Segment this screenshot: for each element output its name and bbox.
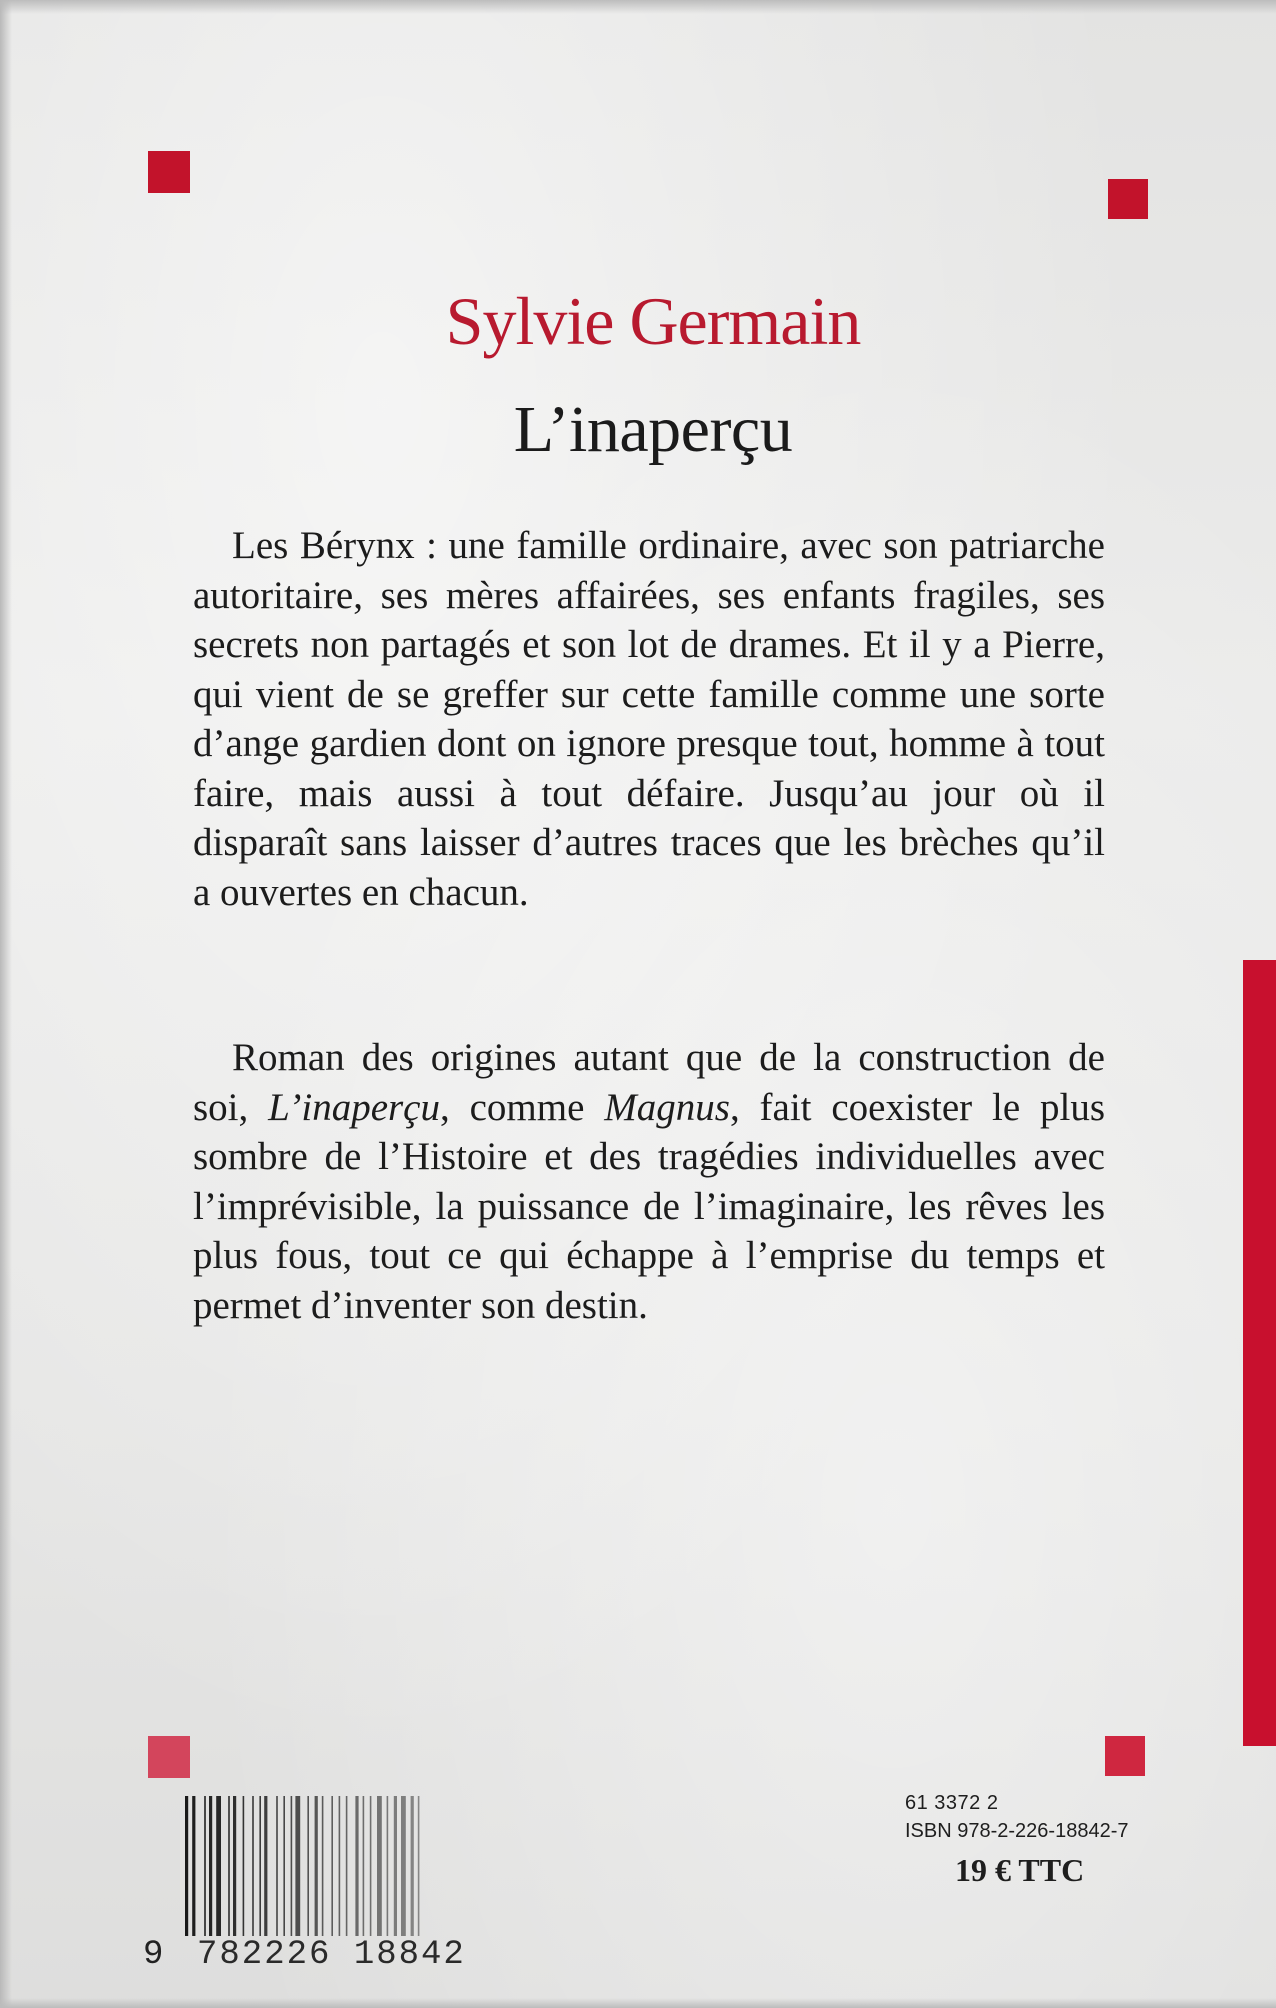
red-square-bottom-right (1105, 1736, 1145, 1776)
barcode-bar (252, 1796, 254, 1936)
barcode-block (143, 1788, 493, 1998)
barcode-bars (185, 1796, 485, 1936)
barcode-bar (204, 1796, 206, 1936)
barcode-bar (295, 1796, 300, 1936)
barcode-bar (243, 1796, 245, 1936)
barcode-bar (370, 1796, 372, 1936)
barcode-bar (216, 1796, 221, 1936)
blurb-p2-part2: , comme (440, 1085, 605, 1129)
barcode-bar (355, 1796, 358, 1936)
blurb-p2-title-italic: L’inaperçu (268, 1085, 440, 1129)
barcode-bar (401, 1796, 406, 1936)
barcode-bar (233, 1796, 236, 1936)
barcode-bar (387, 1796, 389, 1936)
barcode-digits: 782226 18842 (197, 1936, 466, 1974)
cover-edge-top (0, 0, 1276, 14)
isbn-number: ISBN 978-2-226-18842-7 (905, 1820, 1129, 1842)
blurb-p2-part1: Roman des origines autant que de la construction de soi, (193, 1036, 1105, 1129)
barcode-bar (346, 1796, 348, 1936)
blurb-p2-magnus-italic: Magnus (604, 1085, 730, 1129)
price-label: 19 € TTC (955, 1852, 1085, 1888)
barcode-bar (307, 1796, 309, 1936)
barcode-bar (185, 1796, 188, 1936)
blurb-paragraph-1-text: Les Bérynx : une famille ordinaire, avec son patriarche autoritaire, ses mères affairées, ses enfants fragiles, ses secrets non partagés et son lot de drames. Et il y a Pierre, qui vient de se greffer sur cette famille comme une sorte d’ange gardien dont on ignore presque tout, homme à tout faire, mais aussi à tout défaire. Jusqu’au jour où il disparaît sans laisser d’autres traces que les brèches qu’il a ouvertes en chacun. (193, 524, 1105, 914)
barcode-bar (192, 1796, 195, 1936)
barcode-bar (276, 1796, 278, 1936)
blurb-p2-part3: , fait coexister le plus sombre de l’Histoire et des tragédies individuelles avec l’imprévisible, la puissance de l’imaginaire, les rêves les plus fous, tout ce qui échappe à l’emprise du temps et permet d’inventer son destin. (193, 1085, 1105, 1327)
cover-edge-bottom (0, 1998, 1276, 2008)
barcode-bar (283, 1796, 285, 1936)
barcode-bar (291, 1796, 293, 1936)
red-spine-strip (1243, 960, 1276, 1746)
barcode-bar (264, 1796, 267, 1936)
red-square-top-left (148, 151, 190, 193)
barcode-bar (331, 1796, 333, 1936)
red-square-bottom-left (148, 1736, 190, 1778)
book-title: L’inaperçu (513, 393, 793, 466)
author-name: Sylvie Germain (445, 283, 861, 359)
barcode-bar (259, 1796, 261, 1936)
barcode-bar (339, 1796, 341, 1936)
barcode-lead-digit: 9 (143, 1936, 164, 1974)
product-code: 61 3372 2 (905, 1792, 999, 1814)
barcode-bar (377, 1796, 382, 1936)
barcode-bar (418, 1796, 420, 1936)
barcode-bar (228, 1796, 230, 1936)
barcode-bar (209, 1796, 212, 1936)
barcode-bar (322, 1796, 324, 1936)
barcode-bar (394, 1796, 397, 1936)
blurb-paragraph-1 (193, 521, 1105, 917)
barcode-bar (315, 1796, 318, 1936)
barcode-bar (363, 1796, 365, 1936)
barcode-bar (411, 1796, 414, 1936)
red-square-top-right (1108, 179, 1148, 219)
blurb-paragraph-2-text (193, 1033, 1105, 1330)
blurb-paragraph-2 (193, 1033, 1105, 1330)
